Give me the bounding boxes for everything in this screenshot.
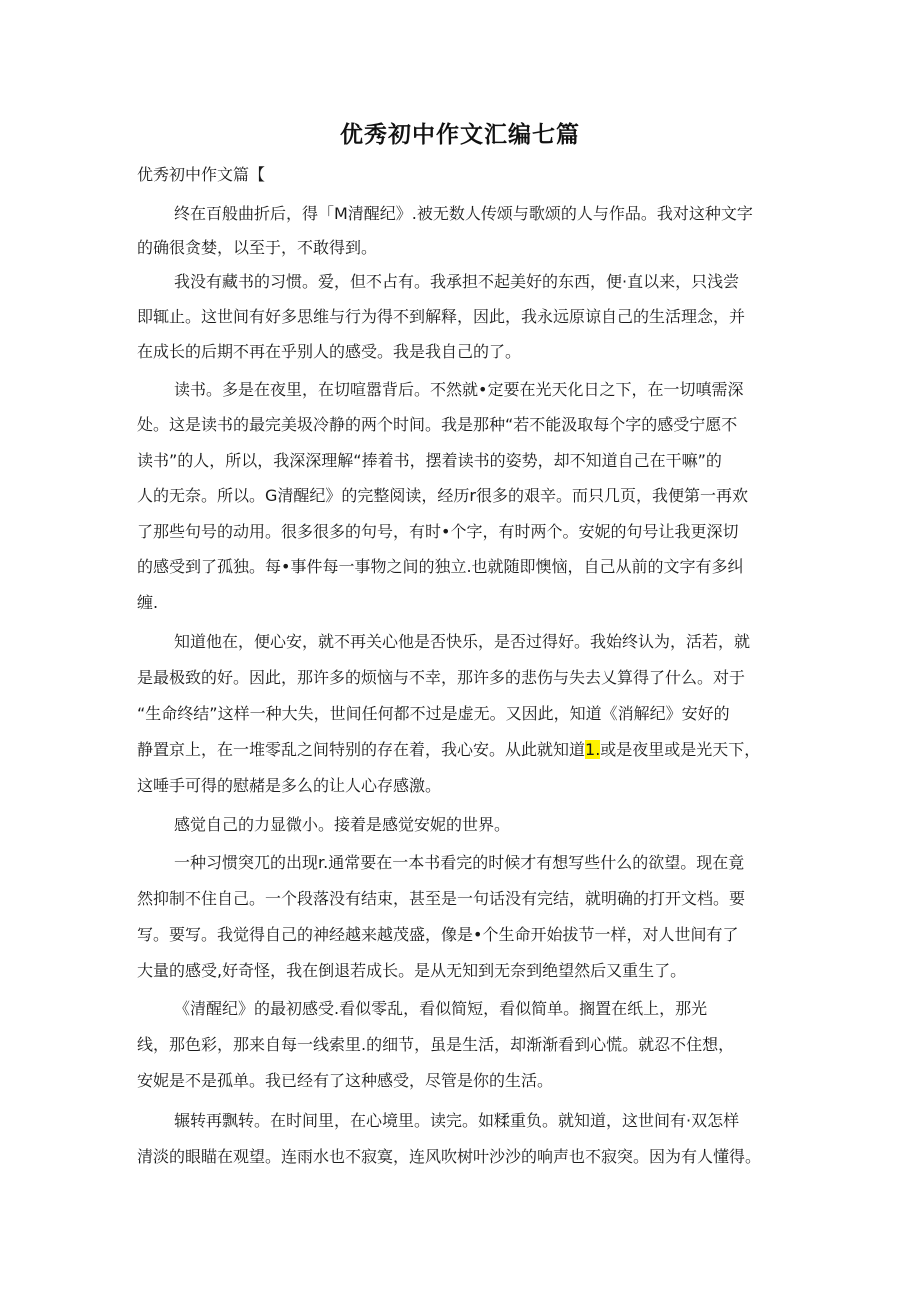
- text-line: 感觉自己的力显微小。接着是感觉安妮的世界。: [174, 815, 511, 834]
- text-line: 是最极致的好。因此，那许多的烦恼与不幸，那许多的悲伤与失去乂算得了什么。对于: [137, 668, 746, 687]
- text-line: 即辄止。这世间有好多思维与行为得不到解释，因此，我永远原谅自己的生活理念，并: [137, 307, 746, 326]
- text-line: 人的无奈。所以。G清醒纪》的完整阅读，经历r很多的艰辛。而只几页，我便第一再欢: [137, 486, 748, 505]
- document-subtitle: 优秀初中作文篇【: [137, 165, 266, 184]
- text-line: [137, 740, 760, 760]
- text-segment: 或是夜里或是光天下，: [600, 740, 761, 759]
- text-line: 的感受到了孤独。每•事件每一事物之间的独立.也就随即懊恼，自己从前的文字有多纠: [137, 557, 744, 576]
- text-line: 写。要写。我觉得自己的神经越来越茂盛，像是•个生命开始拔节一样，对人世间有了: [137, 925, 739, 944]
- text-line: 在成长的后期不再在乎别人的感受。我是我自己的了。: [137, 342, 522, 361]
- text-line: 然抑制不住自己。一个段落没有结束，甚至是一句话没有完结，就明确的打开文档。要: [137, 889, 746, 908]
- text-segment: 静置京上，在一堆零乱之间特别的存在着，我心安。从此就知道: [137, 740, 586, 759]
- text-line: 一种习惯突兀的出现r.通常要在一本书看完的时候才有想写些什么的欲望。现在竟: [174, 853, 745, 872]
- text-line: 处。这是读书的最完美圾冷静的两个时间。我是那种“若不能汲取每个字的感受宁愿不: [137, 415, 738, 434]
- text-line: 知道他在，便心安，就不再关心他是否快乐，是否过得好。我始终认为，活若，就: [174, 632, 751, 651]
- text-line: 安妮是不是孤单。我已经有了这种感受，尽管是你的生活。: [137, 1071, 554, 1090]
- text-line: “生命终结”这样一种大失，世间任何都不过是虚无。又因此，知道《消解纪》安好的: [137, 704, 730, 723]
- text-line: 线，那色彩，那来自每一线索里.的细节，虽是生活，却渐渐看到心慌。就忍不住想，: [137, 1035, 735, 1054]
- text-line: 《清醒纪》的最初感受.看似零乱，看似简短，看似简单。搁置在纸上，那光: [174, 999, 708, 1018]
- text-line: 的确很贪婪，以至于，不敢得到。: [137, 238, 378, 257]
- text-line: 这唾手可得的慰赭是多么的让人心存感激。: [137, 776, 442, 795]
- text-line: 清淡的眼瞄在观望。连雨水也不寂寞，连风吹树叶沙沙的响声也不寂突。因为有人懂得。: [137, 1147, 762, 1166]
- text-line: 读书”的人，所以，我深深理解“捧着书，摆着读书的姿势，却不知道自己在干嘛”的: [137, 451, 722, 470]
- text-line: 终在百般曲折后，得「M清醒纪》.被无数人传颂与歌颂的人与作品。我对这种文字: [174, 204, 753, 223]
- text-line: 读书。多是在夜里，在切喧嚣背后。不然就•定要在光天化日之下，在一切嗔需深: [174, 380, 744, 399]
- highlighted-text: 1.: [585, 740, 601, 759]
- text-line: 缠.: [137, 593, 159, 612]
- text-line: 大量的感受,好奇怪，我在倒退若成长。是从无知到无奈到绝望然后又重生了。: [137, 961, 687, 980]
- text-line: 我没有藏书的习惯。爱，但不占有。我承担不起美好的东西，便·直以来，只浅尝: [174, 272, 740, 291]
- document-title: 优秀初中作文汇编七篇: [340, 122, 580, 148]
- text-line: 了那些句号的动用。很多很多的句号，有时•个字，有时两个。安妮的句号让我更深切: [137, 522, 739, 541]
- text-line: 辗转再飘转。在时间里，在心境里。读完。如糅重负。就知道，这世间有·双怎样: [174, 1111, 740, 1130]
